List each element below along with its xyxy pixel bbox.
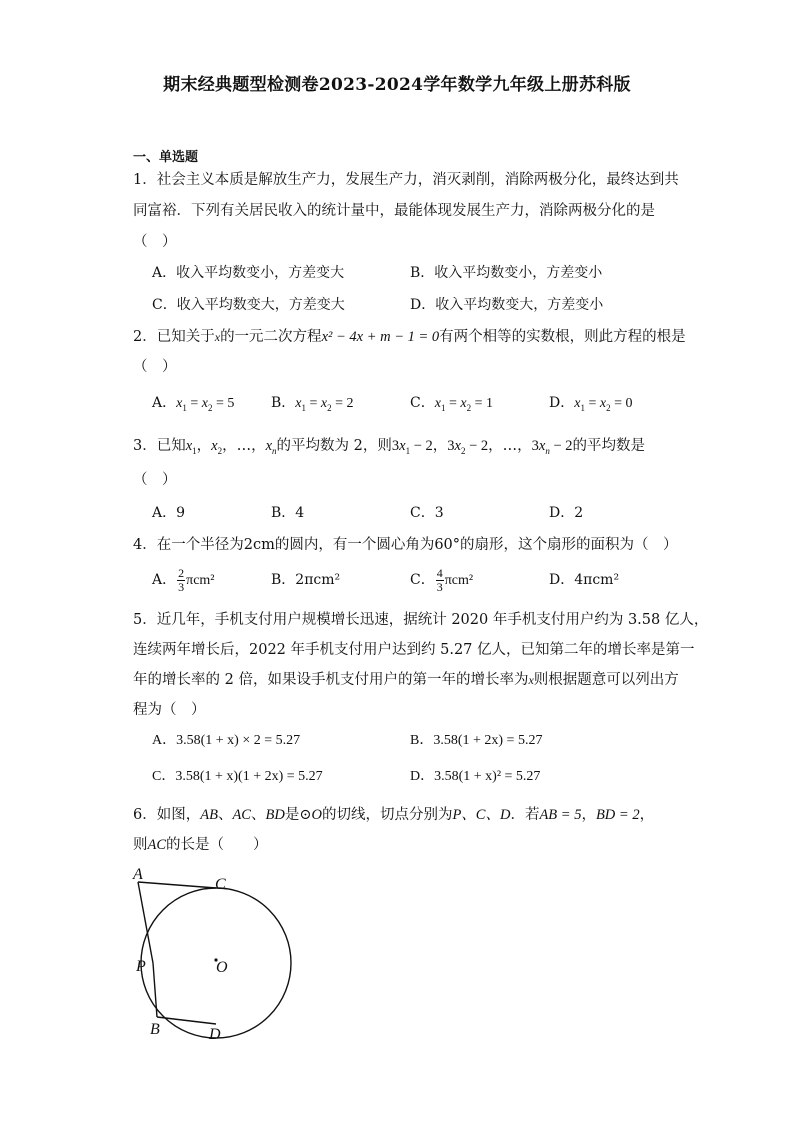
label-a: A — [133, 866, 143, 883]
q4-c-label: C． — [410, 572, 435, 588]
q2-post: 有两个相等的实数根，则此方程的根是 — [439, 329, 686, 345]
q1-paren: （ ） — [133, 234, 177, 250]
tangent-line-ap — [138, 882, 153, 963]
q5-line3 — [133, 670, 679, 690]
q6-if: ．若 — [510, 807, 540, 823]
q6-ac: AC — [147, 837, 167, 853]
q3-option-b: B．4 — [271, 505, 305, 521]
q4-a-label: A． — [152, 572, 177, 588]
q6-comma-2: ， — [639, 807, 655, 823]
q6-ac-segment: AC — [232, 807, 251, 823]
q5-line1: 5．近几年，手机支付用户规模增长迅速，据统计 2020 年手机支付用户约为 3.58 亿人， — [133, 612, 709, 628]
q1-option-d: D．收入平均数变大，方差变小 — [410, 297, 604, 313]
q4-a-unit: πcm² — [186, 573, 215, 588]
q2-var: x — [214, 330, 221, 344]
q5-line3-post: 则根据题意可以列出方 — [533, 672, 679, 688]
q5-line3-pre: 年的增长率的 2 倍，如果设手机支付用户的第一年的增长率为 — [133, 672, 529, 688]
q6-comma: ， — [581, 807, 596, 823]
q2-d-value: 0 — [625, 396, 633, 411]
q2-a-value: 5 — [227, 396, 235, 411]
q3-mid: 的平均数为 2，则 — [276, 438, 392, 454]
q6-ab-segment: AB — [200, 807, 218, 823]
q2-a-label: A． — [152, 395, 177, 411]
q2-d-label: D． — [549, 395, 575, 411]
q6-sep-1: 、 — [217, 807, 233, 823]
q2-option-b: B．$x_1 = x_2 = 2$ — [271, 395, 354, 413]
q6-points: P、C、D — [452, 807, 511, 823]
q4-line1: 4．在一个半径为2cm的圆内，有一个圆心角为60°的扇形，这个扇形的面积为（ ） — [133, 537, 678, 553]
q2-c-value: 1 — [485, 396, 493, 411]
q6-bd-value: BD = 2 — [595, 807, 640, 823]
q4-c-unit: πcm² — [444, 573, 474, 588]
q1-option-c: C．收入平均数变大，方差变大 — [152, 297, 345, 313]
q1-line2: 同富裕．下列有关居民收入的统计量中，最能体现发展生产力，消除两极分化的是 — [133, 203, 655, 219]
q3-option-d: D．2 — [549, 505, 584, 521]
q6-ab-value: AB = 5 — [539, 807, 582, 823]
q6-line2 — [133, 835, 268, 855]
label-d: D — [209, 1026, 221, 1043]
q4-option-d: D．4πcm² — [549, 572, 620, 588]
q6-post: 的切线，切点分别为 — [321, 807, 453, 823]
label-o: O — [216, 959, 228, 976]
q5-line2: 连续两年增长后，2022 年手机支付用户达到约 5.27 亿人，已知第二年的增长率是第一 — [133, 642, 695, 658]
q2-option-d: D．$x_1 = x_2 = 0$ — [549, 395, 633, 413]
q1-option-a: A．收入平均数变小，方差变大 — [152, 265, 345, 281]
q2-c-label: C． — [410, 395, 435, 411]
q2-paren: （ ） — [133, 359, 177, 375]
q1-line1: 1．社会主义本质是解放生产力，发展生产力，消灭剥削，消除两极分化，最终达到共 — [133, 172, 679, 188]
q4-c-fraction: $\frac{4}{3}$ — [436, 565, 443, 594]
q3-option-c: C．3 — [410, 505, 444, 521]
q6-is: 是 — [284, 807, 300, 823]
q3-paren: （ ） — [133, 472, 177, 488]
q2-pre: 2．已知关于 — [133, 329, 215, 345]
q5-option-c: C．3.58(1 + x)(1 + 2x) = 5.27 — [152, 769, 323, 784]
q6-bd-segment: BD — [265, 807, 285, 823]
q5-line3-var: x — [528, 673, 534, 687]
q2-line1 — [133, 327, 686, 347]
q6-line2-post: 的长是（ ） — [166, 837, 268, 853]
q6-line1 — [133, 805, 654, 825]
q2-b-label: B． — [271, 395, 296, 411]
q4-option-c — [410, 566, 473, 595]
q4-option-a — [152, 566, 215, 595]
q3-option-a: A．9 — [152, 505, 186, 521]
q2-option-a: A．$x_1 = x_2 = 5$ — [152, 395, 235, 413]
q1-option-b: B．收入平均数变小，方差变小 — [410, 265, 603, 281]
tangent-circle-figure — [125, 862, 305, 1052]
label-c: C — [215, 876, 226, 893]
label-p: P — [136, 958, 146, 975]
q3-pre: 3．已知 — [133, 438, 186, 454]
q3-line1: 3．已知$x_1$，$x_2$，…，$x_n$的平均数为 2，则$3x_1 - 2$，$3x_2 - 2$，…，$3x_n - 2$的平均数是 — [133, 438, 646, 456]
section-title: 一、单选题 — [133, 150, 199, 165]
q5-option-b: B．3.58(1 + 2x) = 5.27 — [410, 733, 543, 748]
label-b: B — [150, 1021, 160, 1038]
q4-a-fraction: $\frac{2}{3}$ — [178, 565, 185, 594]
q6-line2-pre: 则 — [133, 837, 148, 853]
tangent-line-ac — [138, 882, 216, 888]
q2-option-c: C．$x_1 = x_2 = 1$ — [410, 395, 493, 413]
q5-line4: 程为（ ） — [133, 702, 206, 718]
q3-post: 的平均数是 — [572, 438, 646, 454]
q5-option-a: A．3.58(1 + x) × 2 = 5.27 — [152, 733, 301, 748]
q6-circle-o: ⊙O — [299, 807, 322, 823]
q2-mid: 的一元二次方程 — [220, 329, 322, 345]
tangent-line-pb — [153, 963, 157, 1017]
document-title: 期末经典题型检测卷2023-2024学年数学九年级上册苏科版 — [163, 75, 631, 95]
q6-sep-2: 、 — [250, 807, 266, 823]
q2-b-value: 2 — [346, 396, 354, 411]
tangent-line-bd — [157, 1017, 216, 1024]
q2-equation: x² − 4x + m − 1 = 0 — [321, 329, 440, 345]
q4-option-b: B．2πcm² — [271, 572, 341, 588]
q5-option-d: D．3.58(1 + x)² = 5.27 — [410, 769, 541, 784]
q6-pre: 6．如图， — [133, 807, 201, 823]
